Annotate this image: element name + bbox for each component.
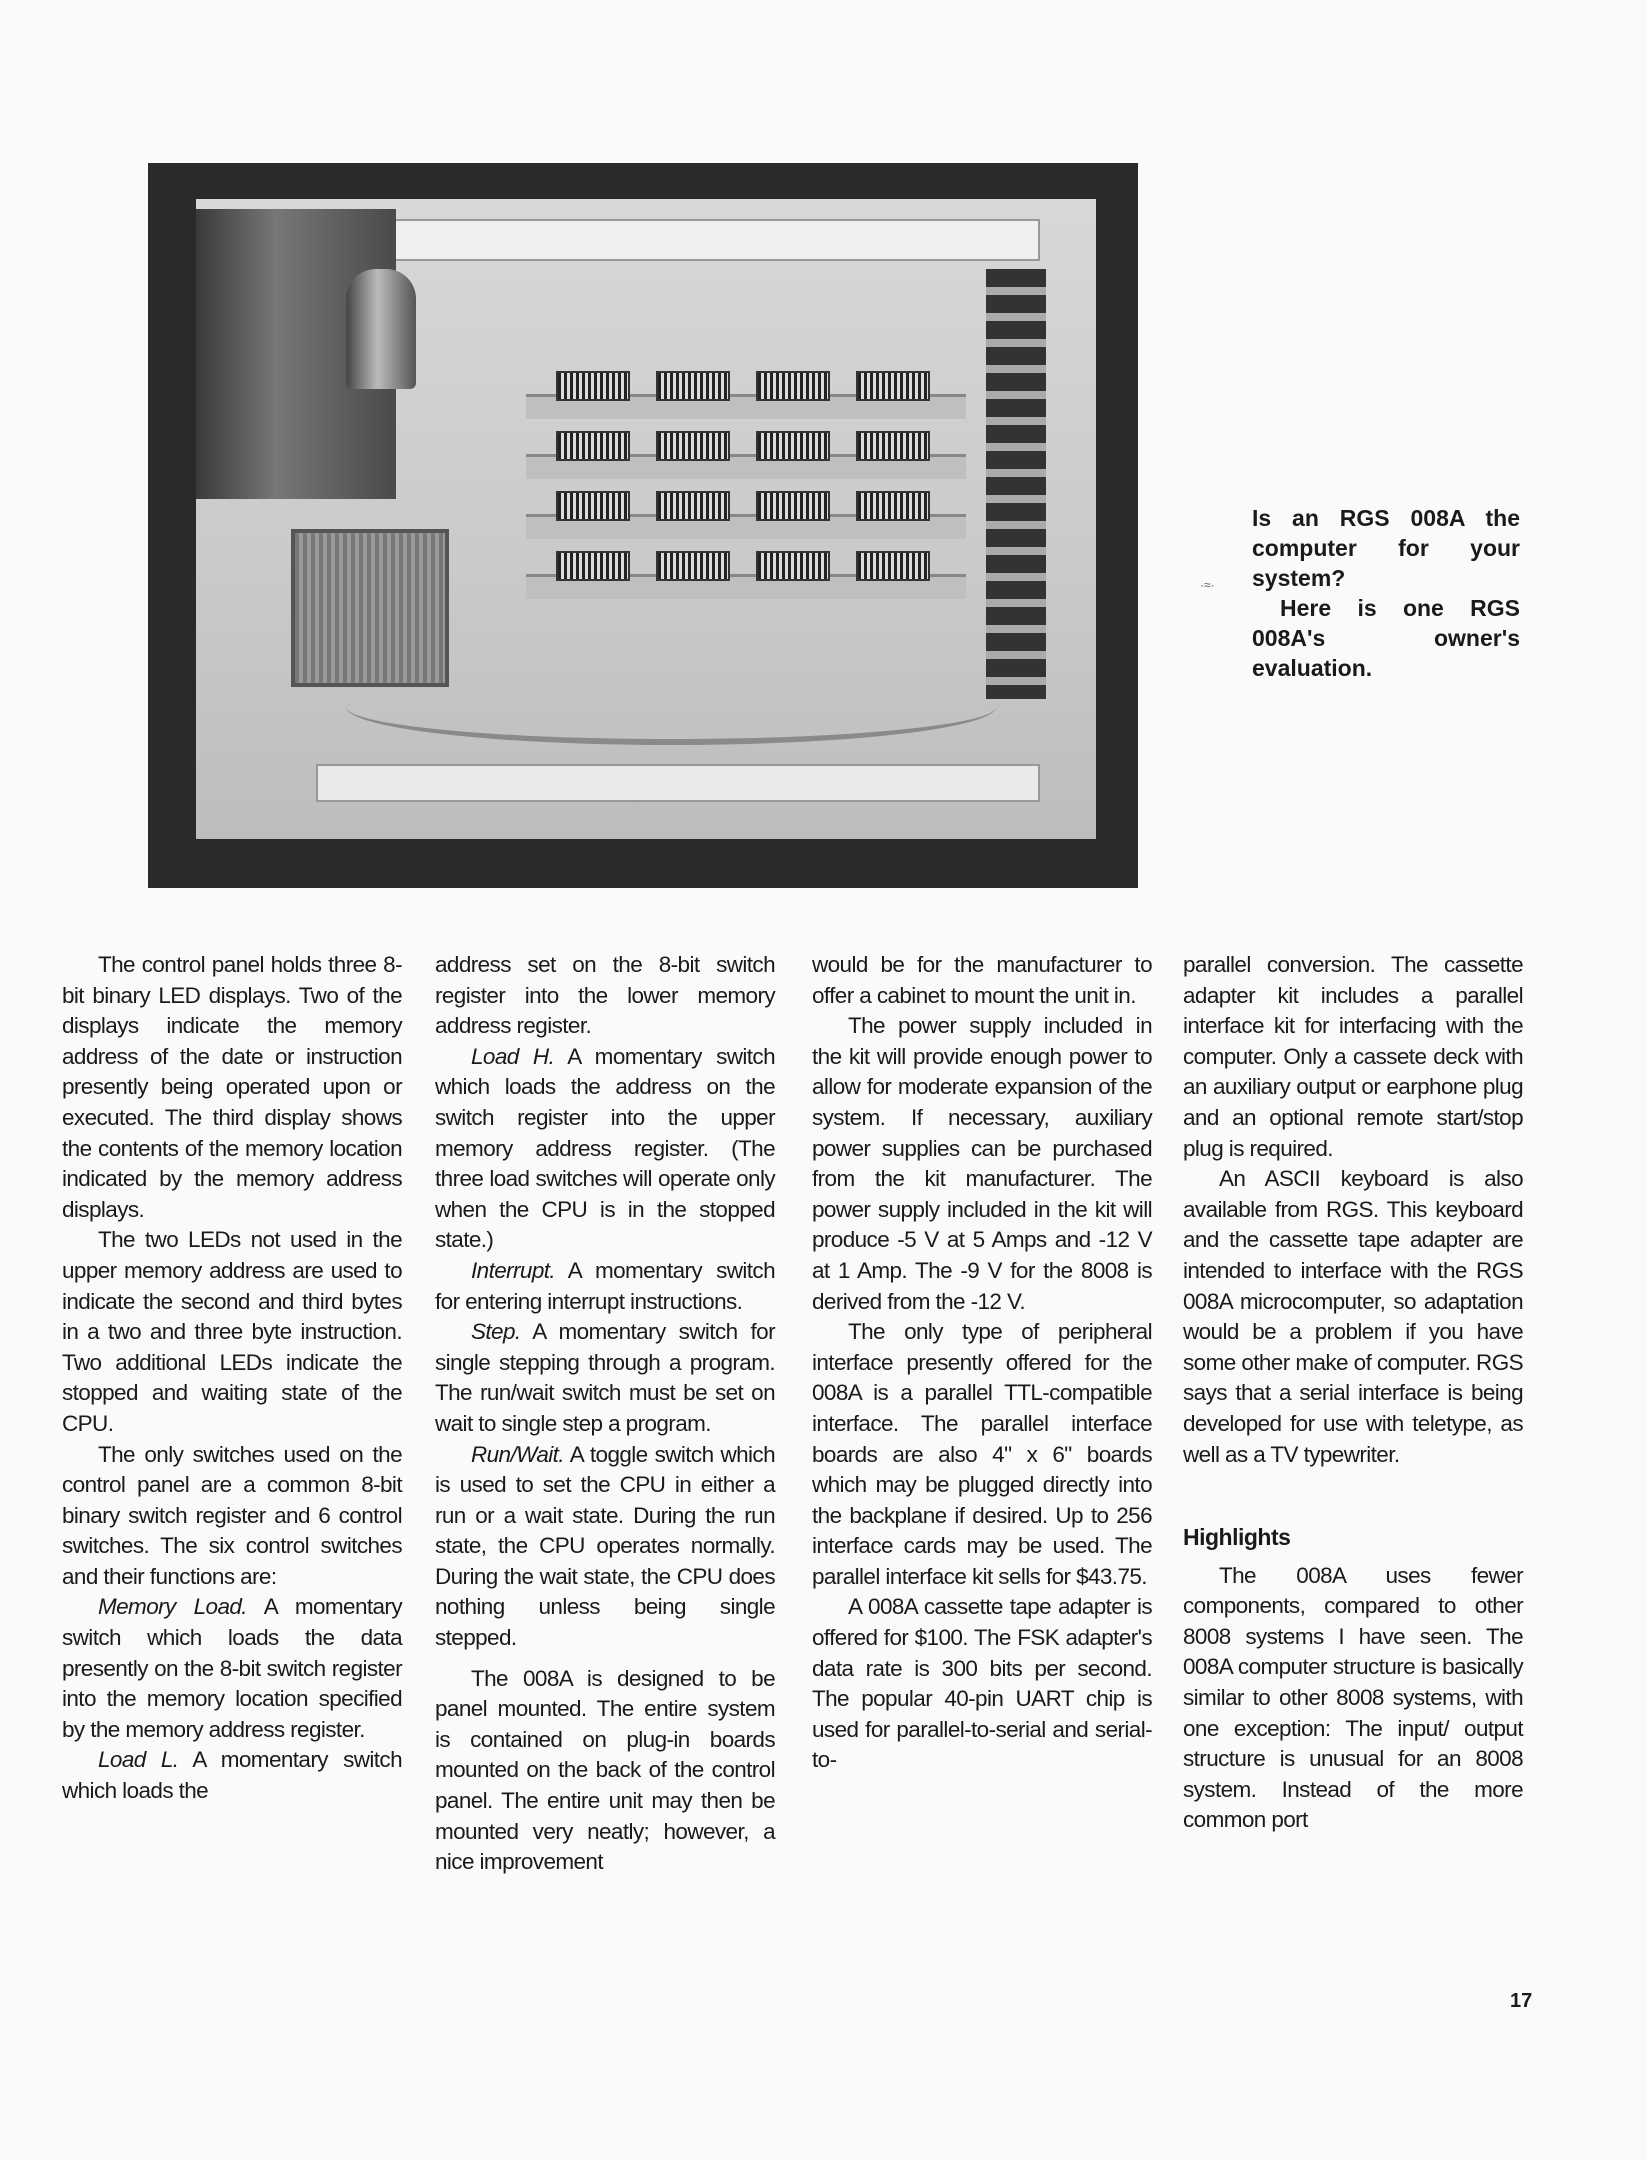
text-column-3 <box>812 950 1152 1776</box>
computer-interior-photo <box>148 163 1138 888</box>
paragraph-lead-term: Interrupt. <box>471 1257 556 1283</box>
capacitor <box>346 269 416 389</box>
paragraph <box>812 1592 1152 1776</box>
paragraph-text: An ASCII keyboard is also available from RGS. This keyboard and the cassette tape adapter are intended to interface with the RGS 008A microcomputer, so adaptation would be a problem if you have some other make of computer. RGS says that a serial interface is being developed for use with teletype, as well as a TV typewriter. <box>1183 1166 1523 1467</box>
paragraph <box>435 1664 775 1878</box>
paragraph <box>62 1592 402 1745</box>
paragraph <box>435 950 775 1042</box>
paragraph-text: A momentary switch which loads the address on the switch register into the upper memory address register. (The three load switches will operate only when the CPU is in the stopped state.) <box>435 1043 775 1253</box>
decorative-mark: ·≈· <box>1200 578 1215 592</box>
paragraph <box>435 1042 775 1256</box>
page-number: 17 <box>1510 1990 1533 2012</box>
circuit-board <box>526 394 966 419</box>
text-column-4 <box>1183 950 1523 1836</box>
paragraph <box>62 1440 402 1593</box>
paragraph-lead-term: Load L. <box>98 1747 179 1773</box>
paragraph-text: A momentary switch which loads the data presently on the 8-bit switch register into the memory location specified by the memory address register. <box>62 1594 402 1742</box>
paragraph-text: parallel conversion. The cassette adapter kit includes a parallel interface kit for interfacing with the computer. Only a cassete deck with an auxiliary output or earphone plug and an optional remote start/stop plug is required. <box>1183 952 1523 1161</box>
paragraph-lead-term: Load H. <box>471 1043 555 1069</box>
paragraph-text: address set on the 8-bit switch register into the lower memory address register. <box>435 952 775 1039</box>
paragraph-text: A momentary switch for entering interrupt instructions. <box>435 1257 775 1314</box>
paragraph-lead-term: Memory Load. <box>98 1594 247 1620</box>
circuit-board <box>526 574 966 599</box>
paragraph-text: A momentary switch for single stepping through a program. The run/wait switch must be set on wait to single step a program. <box>435 1319 775 1436</box>
caption-question: Is an RGS 008A the computer for your system? <box>1252 505 1520 591</box>
paragraph <box>812 1317 1152 1592</box>
backplane <box>986 269 1046 699</box>
wiring-harness <box>346 669 996 745</box>
paragraph-text: A momentary switch which loads the <box>62 1747 402 1804</box>
paragraph-lead-term: Step. <box>471 1319 521 1345</box>
text-column-2 <box>435 950 775 1878</box>
text-column-1 <box>62 950 402 1807</box>
paragraph-text: would be for the manufacturer to offer a cabinet to mount the unit in. <box>812 952 1152 1008</box>
paragraph <box>62 1745 402 1806</box>
paragraph-lead-term: Run/Wait. <box>471 1441 564 1467</box>
paragraph <box>1183 950 1523 1164</box>
paragraph-text: The only type of peripheral interface presently offered for the 008A is a parallel TTL-compatible interface. The parallel interface boards are also 4" x 6" boards which may be plugged directly into the backplane if desired. Up to 256 interface cards may be used. The parallel interface kit sells for $43.75. <box>812 1319 1152 1589</box>
paragraph <box>812 950 1152 1011</box>
paragraph-text: The only switches used on the control panel are a common 8-bit binary switch register and 6 control switches. The six control switches and their functions are: <box>62 1441 402 1589</box>
paragraph <box>62 950 402 1225</box>
chassis-interior <box>196 199 1096 839</box>
section-heading: Highlights <box>1183 1524 1291 1551</box>
paragraph <box>812 1011 1152 1317</box>
paragraph-text: The control panel holds three 8-bit binary LED displays. Two of the displays indicate the memory address of the date or instruction presently being operated upon or executed. The third display shows the contents of the memory location indicated by the memory address displays. <box>62 952 402 1222</box>
transformer <box>291 529 449 687</box>
paragraph-text: A 008A cassette tape adapter is offered for $100. The FSK adapter's data rate is 300 bits per second. The popular 40-pin UART chip is used for parallel-to-serial and serial-to- <box>812 1594 1152 1773</box>
caption-answer: Here is one RGS 008A's owner's evaluation. <box>1252 595 1520 681</box>
paragraph <box>435 1256 775 1317</box>
paragraph-text: The 008A uses fewer components, compared to other 8008 systems I have seen. The 008A computer structure is basically similar to other 8008 systems, with one exception: The input/ output structure is unusual for an 8008 system. Instead of the more common port <box>1183 1562 1523 1833</box>
paragraph <box>62 1225 402 1439</box>
paragraph-text: The 008A is designed to be panel mounted. The entire system is contained on plug-in boards mounted on the back of the control panel. The entire unit may then be mounted very neatly; however, a nice improvement <box>435 1665 775 1875</box>
paragraph-text: The power supply included in the kit will provide enough power to allow for moderate expansion of the system. If necessary, auxiliary power supplies can be purchased from the kit manufacturer. The power supply included in the kit will produce -5 V at 5 Amps and -12 V at 1 Amp. The -9 V for the 8008 is derived from the -12 V. <box>812 1013 1152 1314</box>
paragraph <box>1183 1561 1523 1836</box>
paragraph <box>435 1440 775 1654</box>
photo-caption <box>1252 503 1520 683</box>
paragraph <box>1183 1164 1523 1470</box>
circuit-board <box>526 514 966 539</box>
paragraph <box>435 1317 775 1439</box>
paragraph-text: The two LEDs not used in the upper memory address are used to indicate the second and third bytes in a two and three byte instruction. Two additional LEDs indicate the stopped and waiting state of the CPU. <box>62 1227 402 1436</box>
paragraph-text: A toggle switch which is used to set the CPU in either a run or a wait state. During the run state, the CPU operates normally. During the wait state, the CPU does nothing unless being single stepped. <box>435 1441 775 1651</box>
bottom-rail <box>316 764 1040 802</box>
circuit-board <box>526 454 966 479</box>
